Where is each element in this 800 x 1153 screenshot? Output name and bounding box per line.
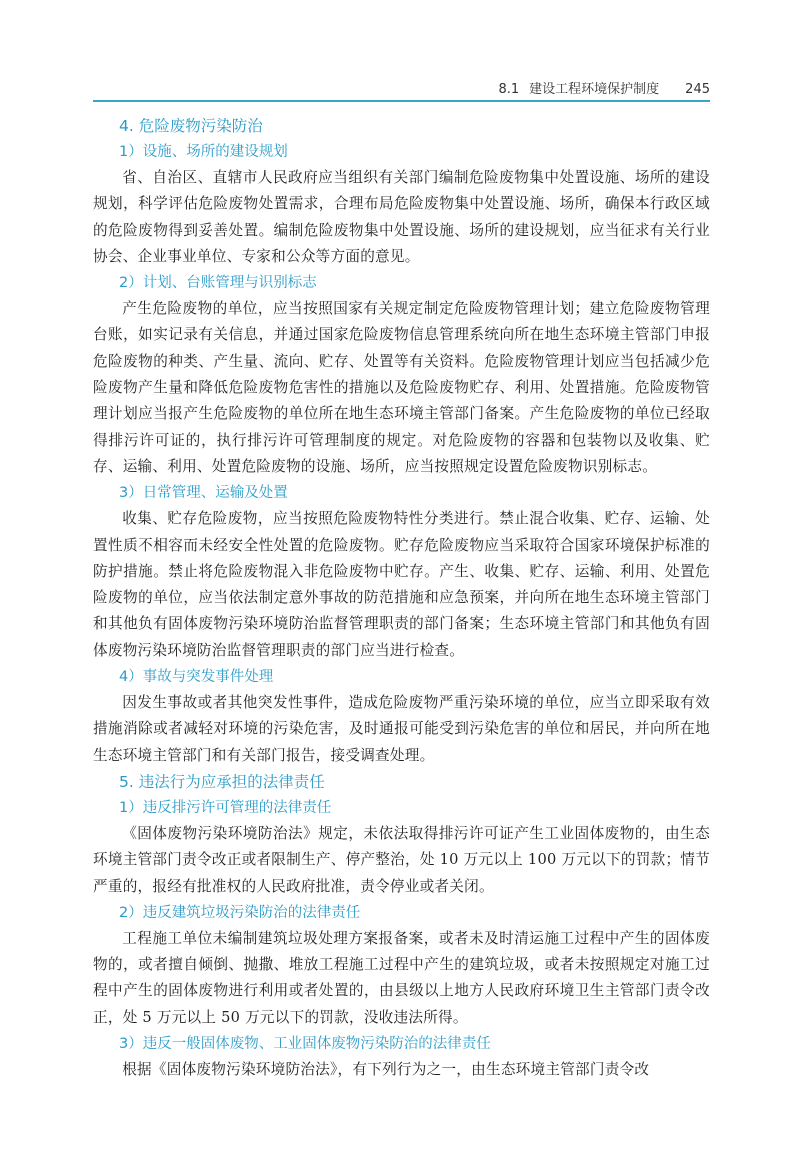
- subheading-daily-management: 3）日常管理、运输及处置: [119, 485, 288, 502]
- running-header: [93, 78, 710, 100]
- subheading-facility-planning: 1）设施、场所的建设规划: [119, 144, 288, 160]
- paragraph-facility-planning: 省、自治区、直辖市人民政府应当组织有关部门编制危险废物集中处置设施、场所的建设规划，科学评估危险废物处置需求，合理布局危险废物集中处置设施、场所，确保本行政区域的危险废物得到妥善处置。编制危险废物集中处置设施、场所的建设规划，应当征求有关行业协会、企业事业单位、专家和公众等方面的意见。: [93, 169, 710, 265]
- section-title: 建设工程环境保护制度: [529, 82, 660, 97]
- heading-hazardous-waste: 4. 危险废物污染防治: [119, 117, 263, 135]
- page-number: 245: [685, 82, 710, 97]
- page-body: [93, 113, 710, 1083]
- paragraph-construction-waste-violation: 工程施工单位未编制建筑垃圾处理方案报备案，或者未及时清运施工过程中产生的固体废物的，或者擅自倾倒、抛撒、堆放工程施工过程中产生的建筑垃圾，或者未按照规定对施工过程中产生的固体废物进行利用或者处置的，由县级以上地方人民政府环境卫生主管部门责令改正，处 5 万元以上 50 万元以下的罚款，没收违法所得。: [93, 929, 710, 1026]
- section-number: 8.1: [498, 82, 520, 97]
- paragraph-daily-management: 收集、贮存危险废物，应当按照危险废物特性分类进行。禁止混合收集、贮存、运输、处置性质不相容而未经安全性处置的危险废物。贮存危险废物应当采取符合国家环境保护标准的防护措施。禁止将危险废物混入非危险废物中贮存。产生、收集、贮存、运输、利用、处置危险废物的单位，应当依法制定意外事故的防范措施和应急预案，并向所在地生态环境主管部门和其他负有固体废物污染环境防治监督管理职责的部门备案；生态环境主管部门和其他负有固体废物污染环境防治监督管理职责的部门应当进行检查。: [93, 510, 710, 659]
- subheading-plan-ledger: 2）计划、台账管理与识别标志: [119, 275, 317, 292]
- header-rule: [93, 100, 710, 102]
- paragraph-accident-handling: 因发生事故或者其他突发性事件，造成危险废物严重污染环境的单位，应当立即采取有效措施消除或者减轻对环境的污染危害，及时通报可能受到污染危害的单位和居民，并向所在地生态环境主管部门和有关部门报告，接受调查处理。: [93, 694, 710, 764]
- paragraph-permit-violation: 《固体废物污染环境防治法》规定，未依法取得排污许可证产生工业固体废物的，由生态环境主管部门责令改正或者限制生产、停产整治，处 10 万元以上 100 万元以下的罚款；情节严重的，报经有批准权的人民政府批准，责令停业或者关闭。: [93, 824, 710, 895]
- subheading-general-solid-waste-violation: 3）违反一般固体废物、工业固体废物污染防治的法律责任: [119, 1036, 491, 1053]
- subheading-construction-waste-violation: 2）违反建筑垃圾污染防治的法律责任: [119, 904, 361, 921]
- running-header-text: [498, 78, 710, 97]
- subheading-accident-handling: 4）事故与突发事件处理: [119, 669, 274, 686]
- paragraph-general-solid-waste-violation: 根据《固体废物污染环境防治法》，有下列行为之一，由生态环境主管部门责令改: [122, 1061, 650, 1079]
- heading-legal-liability: 5. 违法行为应承担的法律责任: [119, 772, 325, 791]
- paragraph-plan-ledger: 产生危险废物的单位，应当按照国家有关规定制定危险废物管理计划；建立危险废物管理台账，如实记录有关信息，并通过国家危险废物信息管理系统向所在地生态环境主管部门申报危险废物的种类、产生量、流向、贮存、处置等有关资料。危险废物管理计划应当包括减少危险废物产生量和降低危险废物危害性的措施以及危险废物贮存、利用、处置措施。危险废物管理计划应当报产生危险废物的单位所在地生态环境主管部门备案。产生危险废物的单位已经取得排污许可证的，执行排污许可管理制度的规定。对危险废物的容器和包装物以及收集、贮存、运输、利用、处置危险废物的设施、场所，应当按照规定设置危险废物识别标志。: [93, 300, 710, 475]
- subheading-permit-violation: 1）违反排污许可管理的法律责任: [119, 799, 332, 816]
